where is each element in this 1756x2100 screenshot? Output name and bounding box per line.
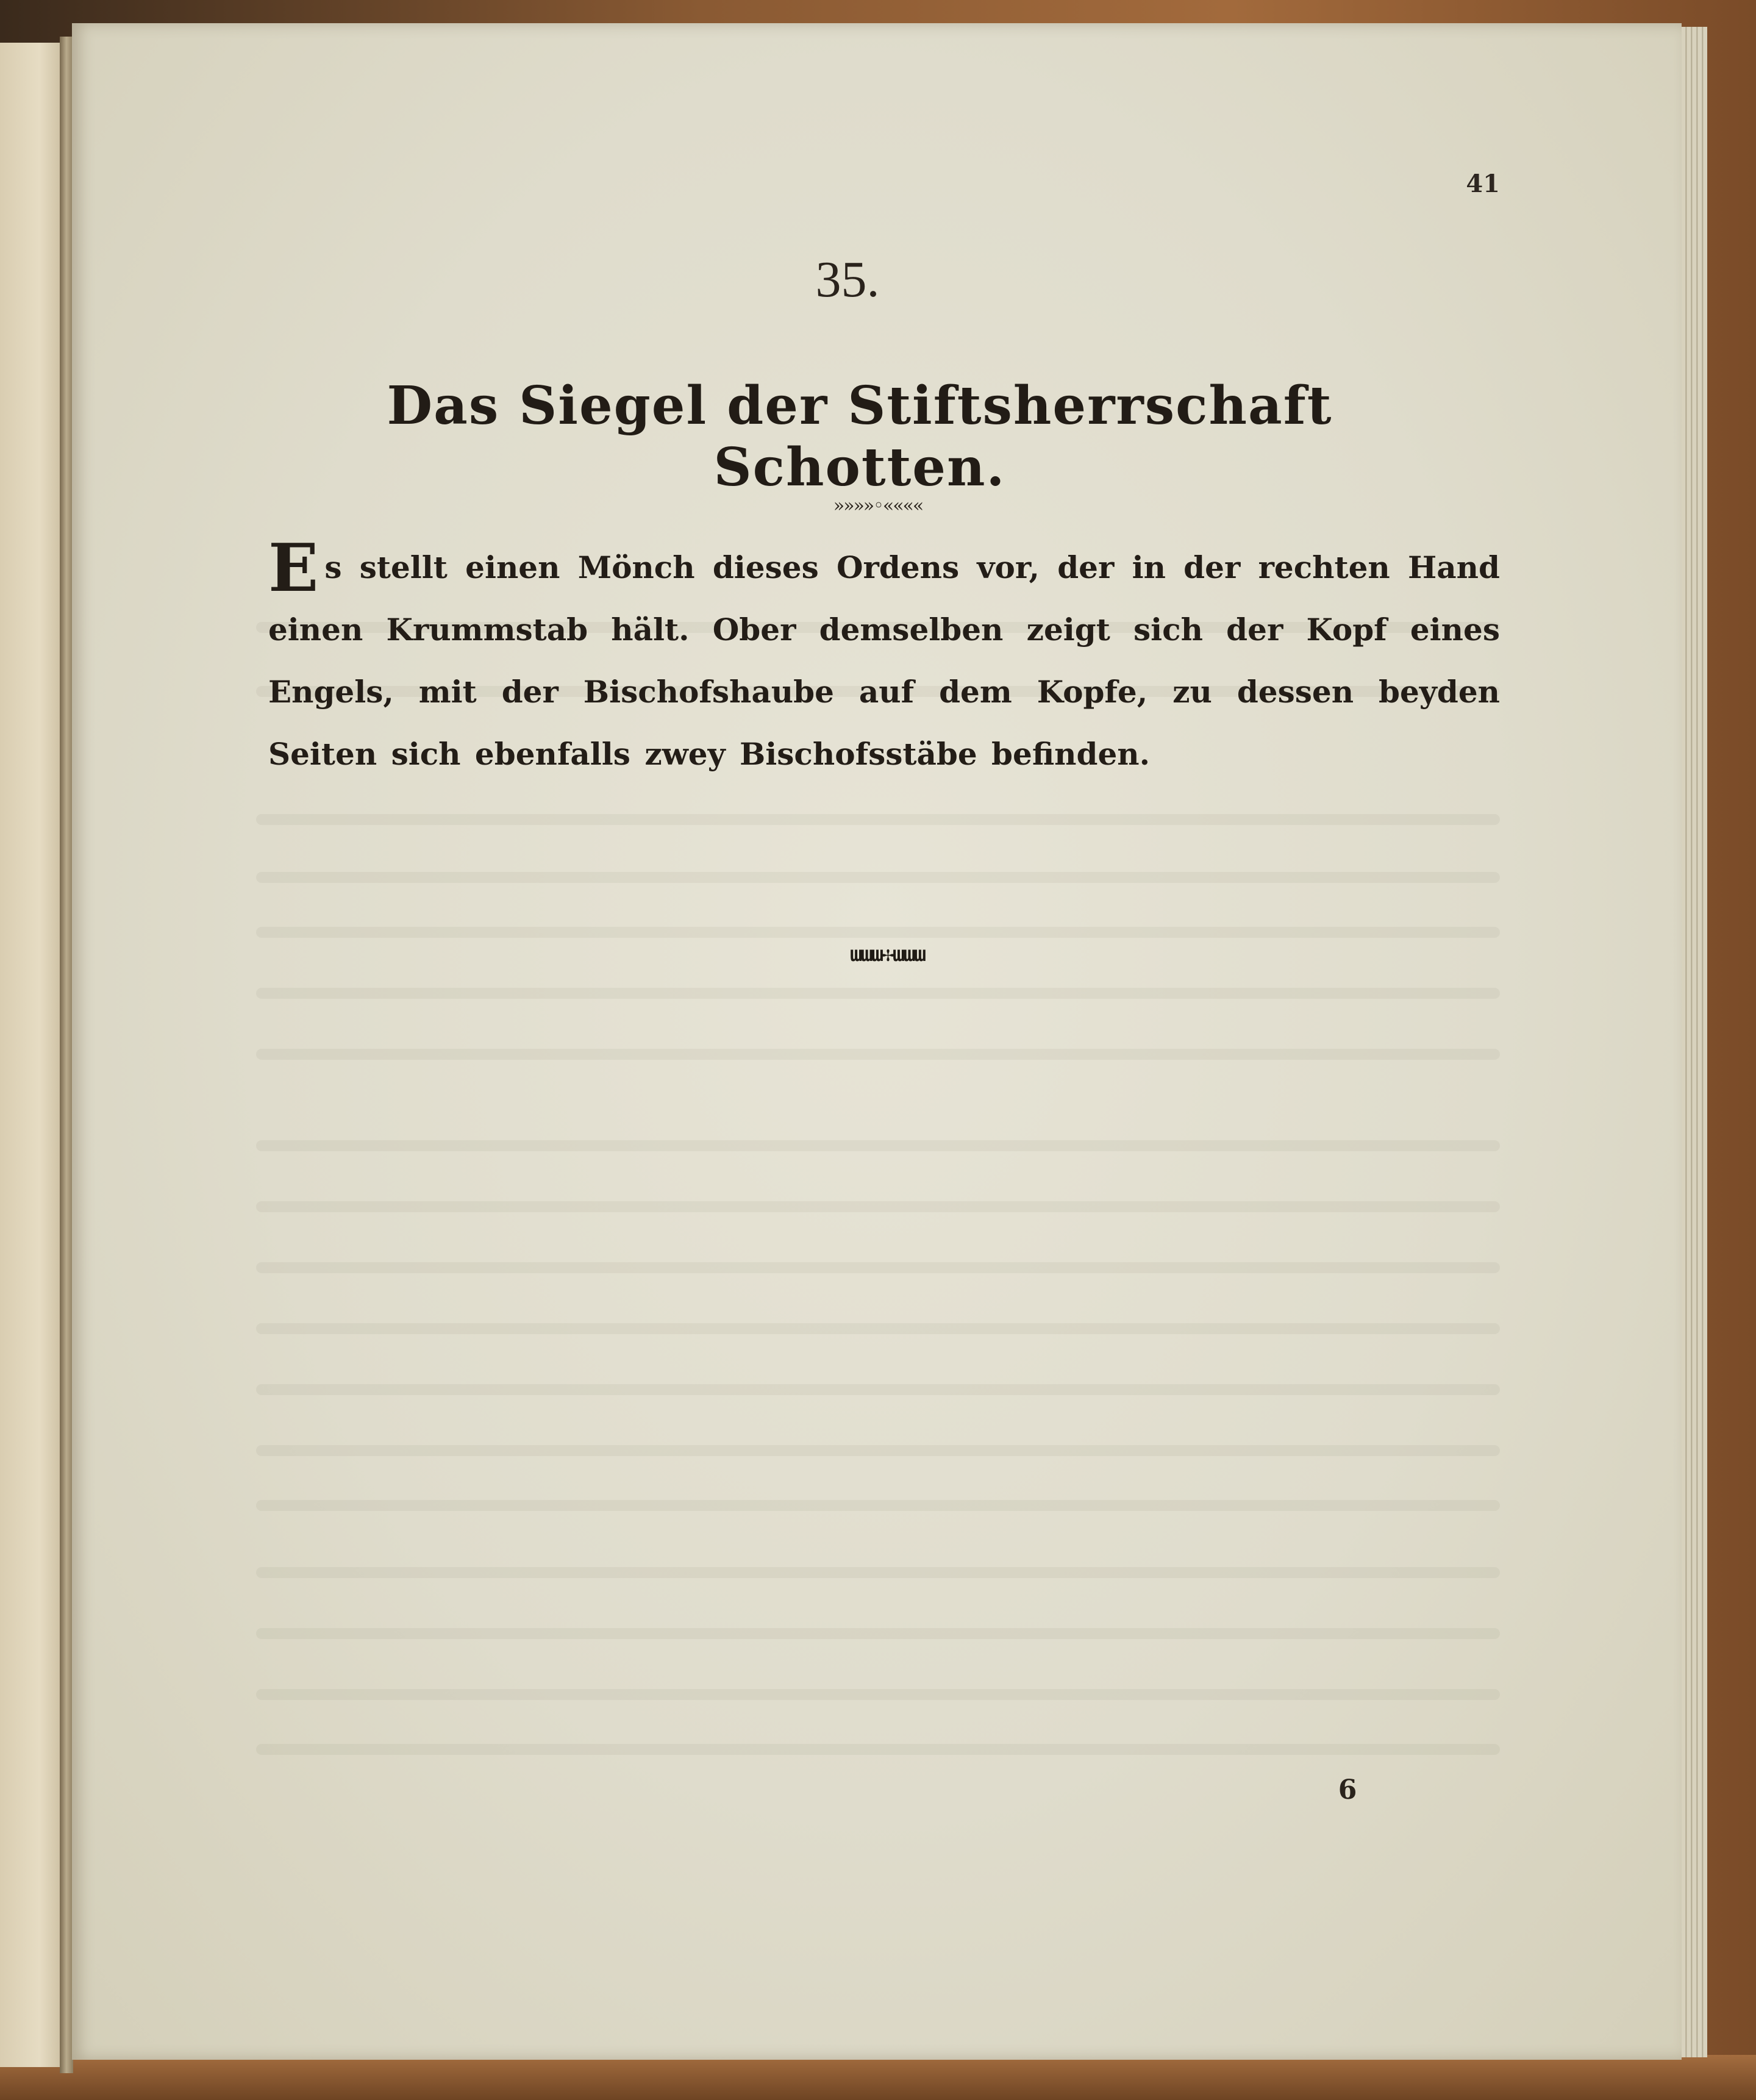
signature-mark: 6 (1338, 1774, 1357, 1805)
show-through-line (256, 1049, 1500, 1060)
body-paragraph (268, 530, 1500, 785)
show-through-line (256, 1262, 1500, 1273)
book-gutter (60, 37, 73, 2073)
show-through-line (256, 1140, 1500, 1151)
show-through-line (256, 1567, 1500, 1578)
show-through-line (256, 814, 1500, 825)
show-through-line (256, 1689, 1500, 1700)
page-number: 41 (1466, 170, 1500, 198)
show-through-line (256, 1500, 1500, 1511)
book-cover-bottom-edge (0, 2055, 1756, 2100)
section-divider: ɯɯɯ✢ɯɯɯ (849, 942, 925, 966)
page-heading: Das Siegel der Stiftsherrschaft Schotten. (387, 375, 1333, 498)
show-through-line (256, 1201, 1500, 1212)
show-through-line (256, 1384, 1500, 1395)
heading-ornament: »»»»◦«««« (833, 495, 923, 516)
show-through-line (256, 872, 1500, 883)
section-number: 35. (815, 251, 880, 308)
show-through-line (256, 988, 1500, 999)
body-paragraph-text: s stellt einen Mönch dieses Ordens vor, der in der rechten Hand einen Krummstab hält. Ober demselben zeigt sich der Kopf eines Engels, mit der Bischofshaube auf dem Kopfe, zu dessen beyden Seiten sich ebenfalls zwey Bischofsstäbe befinden. (268, 549, 1500, 772)
show-through-line (256, 1744, 1500, 1755)
show-through-line (256, 1628, 1500, 1639)
previous-page-edge (0, 43, 66, 2067)
show-through-line (256, 1445, 1500, 1456)
initial-letter: E (268, 530, 319, 607)
show-through-line (256, 927, 1500, 938)
show-through-line (256, 1323, 1500, 1334)
